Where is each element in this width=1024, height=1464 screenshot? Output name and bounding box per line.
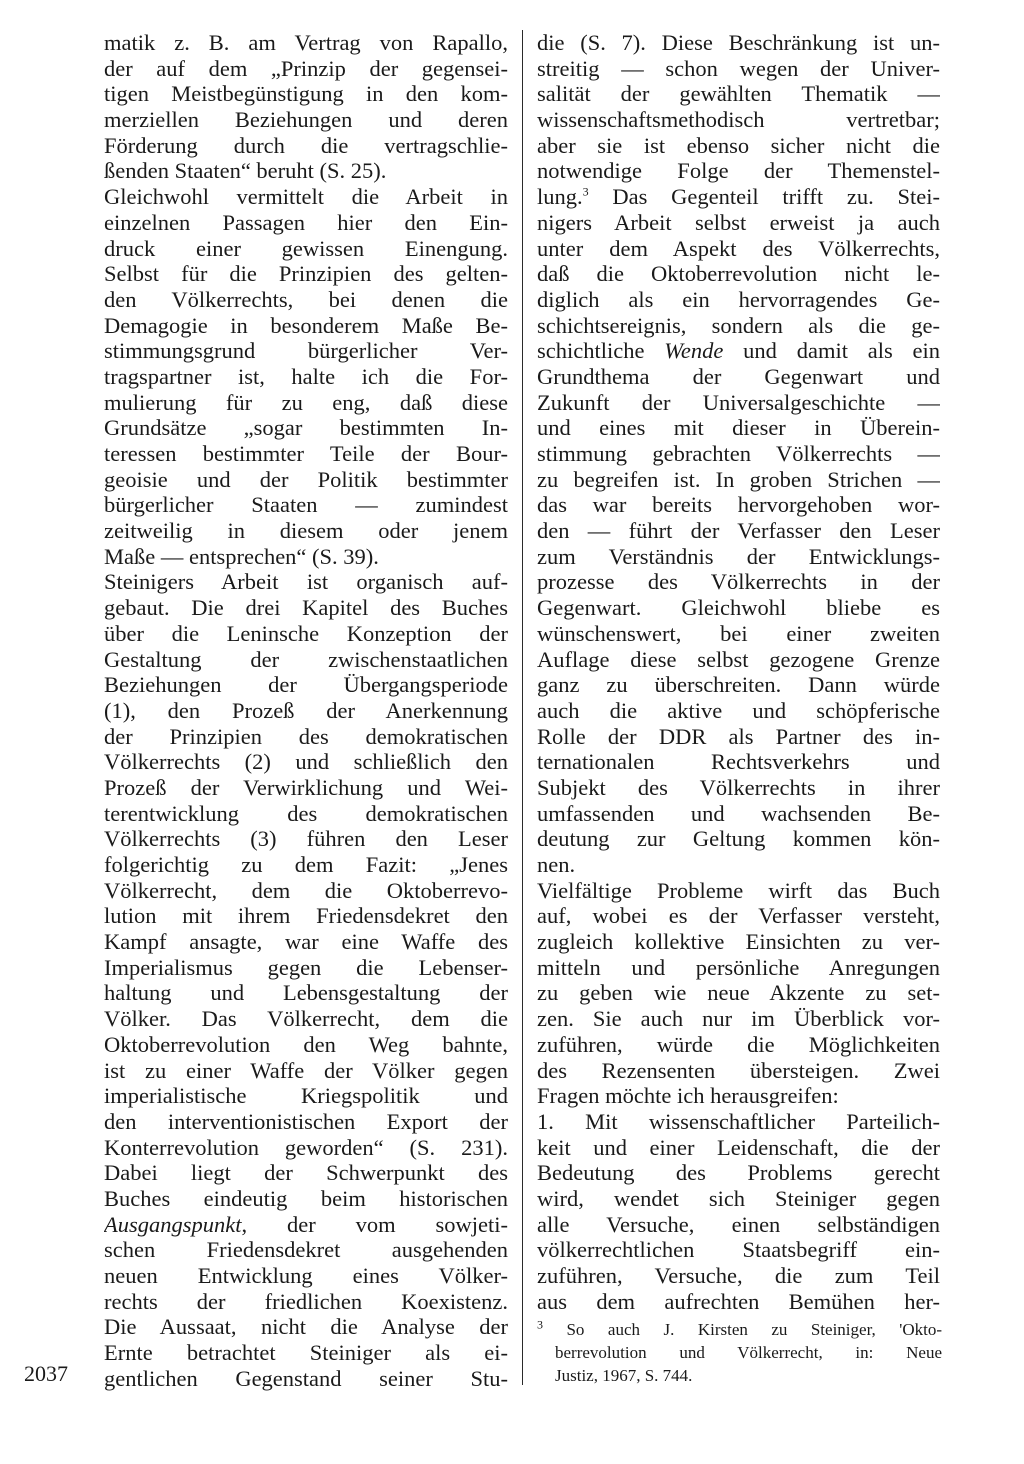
text-line: ganz zu überschreiten. Dann würde [537, 672, 940, 698]
text-line: (1), den Prozeß der Anerkennung [104, 697, 508, 723]
text-line: stimmungsgrund bürgerlicher Ver- [104, 338, 508, 364]
text-line: Ausgangspunkt, der vom sowjeti- [104, 1211, 508, 1237]
text-line: zugleich kollektive Einsichten zu ver- [537, 929, 940, 955]
text-line: zeitweilig in diesem oder jenem [104, 518, 508, 544]
text-line: streitig — schon wegen der Univer- [537, 55, 940, 81]
text-line: zuführen, würde die Möglichkeiten [537, 1031, 940, 1057]
text-line: imperialistische Kriegspolitik und [104, 1083, 508, 1109]
text-line: Selbst für die Prinzipien des gelten- [104, 261, 508, 287]
text-line: mulierung für zu eng, daß diese [104, 389, 508, 415]
text-line: Prozeß der Verwirklichung und Wei- [104, 774, 508, 800]
text-line: zuführen, Versuche, die zum Teil [537, 1263, 940, 1288]
text-line: terentwicklung des demokratischen [104, 800, 508, 826]
footnote-reference: 3 [582, 184, 589, 199]
text-line: deutung zur Geltung kommen kön- [537, 826, 940, 852]
text-line: nen. [537, 852, 576, 877]
footnote-line: berrevolution und Völkerrecht, in: Neue [555, 1343, 942, 1362]
text-line: zu geben wie neue Akzente zu set- [537, 980, 940, 1006]
text-line: matik z. B. am Vertrag von Rapallo, [104, 30, 508, 55]
text-line: mitteln und persönliche Anregungen [537, 954, 940, 980]
text-line: auf, wobei es der Verfasser versteht, [537, 903, 940, 929]
footnote-line: $^3$ So auch J. Kirsten zu Steiniger, 'Okto- [537, 1318, 942, 1339]
text-line: druck einer gewissen Einengung. [104, 235, 508, 261]
text-line: Buches eindeutig beim historischen [104, 1185, 508, 1211]
text-line: des Rezensenten übersteigen. Zwei [537, 1057, 940, 1083]
text-line: tigen Meistbegünstigung in den kom- [104, 81, 508, 107]
text-line: 1. Mit wissenschaftlicher Parteilich- [537, 1108, 940, 1134]
text-line: Gestaltung der zwischenstaatlichen [104, 646, 508, 672]
text-line: über die Leninsche Konzeption der [104, 620, 508, 646]
text-line: den Völkerrechts, bei denen die [104, 286, 508, 312]
text-line: wird, wendet sich Steiniger gegen [537, 1185, 940, 1211]
text-line: gentlichen Gegenstand seiner Stu- [104, 1365, 508, 1391]
text-line: umfassenden und wachsenden Be- [537, 800, 940, 826]
text-line: bürgerlicher Staaten — zumindest [104, 492, 508, 518]
text-line: lung.$^3$ Das Gegenteil trifft zu. Stei- [537, 184, 940, 210]
text-line: schichtliche Wende und damit als ein [537, 338, 940, 364]
page-number: 2037 [24, 1361, 68, 1386]
text-line: Rolle der DDR als Partner des in- [537, 723, 940, 749]
text-line: nigers Arbeit selbst erweist ja auch [537, 209, 940, 235]
text-line: Grundsätze „sogar bestimmten In- [104, 415, 508, 441]
text-line: Maße — entsprechen“ (S. 39). [104, 543, 379, 569]
text-line: gebaut. Die drei Kapitel des Buches [104, 595, 508, 621]
text-line: die (S. 7). Diese Beschränkung ist un- [537, 30, 940, 55]
text-line: daß die Oktoberrevolution nicht le- [537, 261, 940, 287]
text-line: aber sie ist ebenso sicher nicht die [537, 132, 940, 158]
text-line: Oktoberrevolution den Weg bahnte, [104, 1031, 508, 1057]
text-line: alle Versuche, einen selbständigen [537, 1211, 940, 1237]
text-line: Subjekt des Völkerrechts in ihrer [537, 774, 940, 800]
text-line: Ernte betrachtet Steiniger als ei- [104, 1340, 508, 1366]
text-line: der Prinzipien des demokratischen [104, 723, 508, 749]
text-line: Kampf ansagte, war eine Waffe des [104, 929, 508, 955]
text-line: auch die aktive und schöpferische [537, 697, 940, 723]
text-line: wissenschaftsmethodisch vertretbar; [537, 107, 940, 133]
text-line: lution mit ihrem Friedensdekret den [104, 903, 508, 929]
text-line: keit und einer Leidenschaft, die der [537, 1134, 940, 1160]
text-line: Förderung durch die vertragschlie- [104, 132, 508, 158]
footnote-line: Justiz, 1967, S. 744. [555, 1366, 693, 1385]
text-line: schen Friedensdekret ausgehenden [104, 1237, 508, 1263]
text-line: Die Aussaat, nicht die Analyse der [104, 1314, 508, 1340]
text-line: ist zu einer Waffe der Völker gegen [104, 1057, 508, 1083]
text-line: notwendige Folge der Themenstel- [537, 158, 940, 184]
text-line: unter dem Aspekt des Völkerrechts, [537, 235, 940, 261]
text-line: ßenden Staaten“ beruht (S. 25). [104, 158, 387, 184]
text-line: folgerichtig zu dem Fazit: „Jenes [104, 852, 508, 877]
text-line: Imperialismus gegen die Lebenser- [104, 954, 508, 980]
text-line: Völkerrechts (2) und schließlich den [104, 749, 508, 775]
text-line: stimmung gebrachten Völkerrechts — [537, 441, 940, 466]
text-line: und eines mit dieser in Überein- [537, 415, 940, 441]
text-line: zen. Sie auch nur im Überblick vor- [537, 1006, 940, 1032]
text-line: Auflage diese selbst gezogene Grenze [537, 646, 940, 672]
right-text-column [537, 30, 940, 1314]
text-line: haltung und Lebensgestaltung der [104, 980, 508, 1006]
text-line: geoisie und der Politik bestimmter [104, 466, 508, 492]
text-line: tragspartner ist, halte ich die For- [104, 363, 508, 389]
footnote-marker: 3 [537, 1318, 543, 1332]
text-line: Fragen möchte ich herausgreifen: [537, 1083, 839, 1109]
left-text-column [104, 30, 508, 1391]
text-line: Vielfältige Probleme wirft das Buch [537, 877, 940, 903]
text-line: salität der gewählten Thematik — [537, 81, 940, 107]
text-line: Völkerrecht, dem die Oktoberrevo- [104, 877, 508, 903]
text-line: Steinigers Arbeit ist organisch auf- [104, 569, 508, 595]
text-line: schichtsereignis, sondern als die ge- [537, 312, 940, 338]
text-line: Völkerrechts (3) führen den Leser [104, 826, 508, 852]
text-line: das war bereits hervorgehoben wor- [537, 492, 940, 518]
text-line: Gleichwohl vermittelt die Arbeit in [104, 184, 508, 210]
text-line: merziellen Beziehungen und deren [104, 107, 508, 133]
text-line: einzelnen Passagen hier den Ein- [104, 209, 508, 235]
text-line: Konterrevolution geworden“ (S. 231). [104, 1134, 508, 1160]
text-line: rechts der friedlichen Koexistenz. [104, 1288, 508, 1314]
text-line: Völker. Das Völkerrecht, dem die [104, 1006, 508, 1032]
text-line: diglich als ein hervorragendes Ge- [537, 286, 940, 312]
text-line: Gegenwart. Gleichwohl bliebe es [537, 595, 940, 621]
text-line: den interventionistischen Export der [104, 1108, 508, 1134]
text-line: Zukunft der Universalgeschichte — [537, 389, 940, 415]
text-line: Demagogie in besonderem Maße Be- [104, 312, 508, 338]
text-line: ternationalen Rechtsverkehrs und [537, 749, 940, 775]
text-line: aus dem aufrechten Bemühen her- [537, 1288, 940, 1314]
text-line: den — führt der Verfasser den Leser [537, 518, 940, 544]
text-line: zum Verständnis der Entwicklungs- [537, 543, 940, 569]
text-line: zu begreifen ist. In groben Strichen — [537, 466, 940, 492]
column-divider [522, 30, 523, 1385]
text-line: völkerrechtlichen Staatsbegriff ein- [537, 1237, 940, 1263]
text-line: der auf dem „Prinzip der gegensei- [104, 55, 508, 81]
text-line: Beziehungen der Übergangsperiode [104, 672, 508, 698]
footnote [537, 1318, 942, 1387]
text-line: teressen bestimmter Teile der Bour- [104, 441, 508, 466]
text-line: prozesse des Völkerrechts in der [537, 569, 940, 595]
text-line: wünschenswert, bei einer zweiten [537, 620, 940, 646]
text-line: Dabei liegt der Schwerpunkt des [104, 1160, 508, 1186]
text-line: Grundthema der Gegenwart und [537, 363, 940, 389]
text-line: Bedeutung des Problems gerecht [537, 1160, 940, 1186]
text-line: neuen Entwicklung eines Völker- [104, 1263, 508, 1288]
